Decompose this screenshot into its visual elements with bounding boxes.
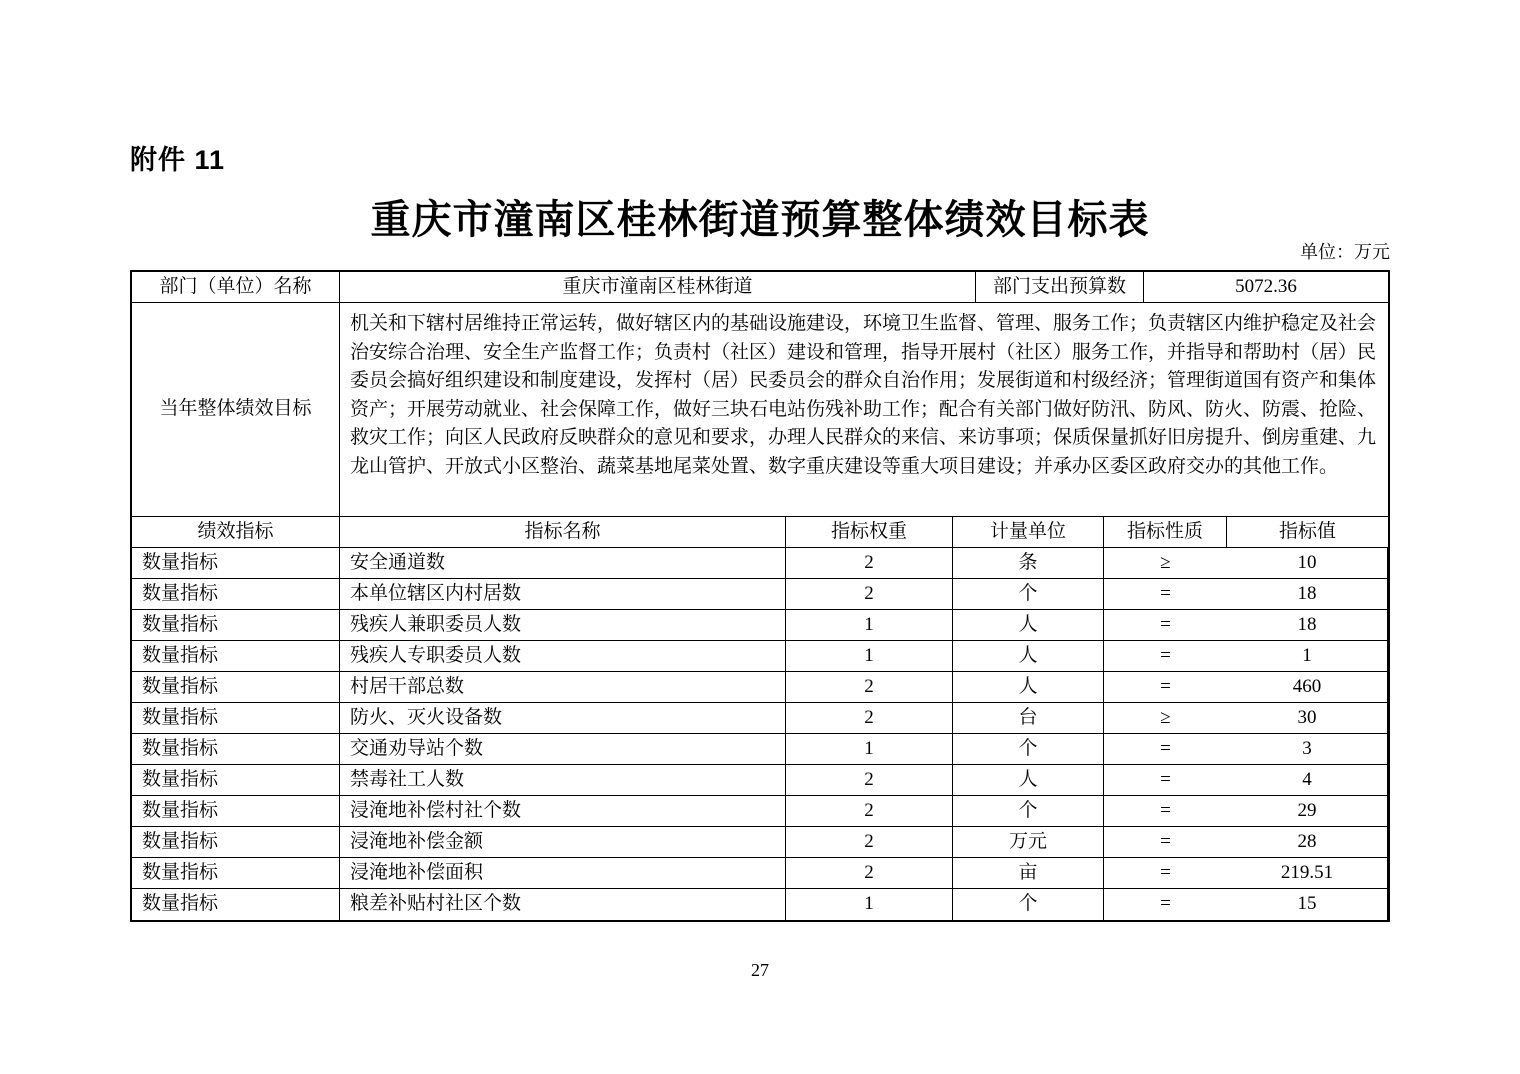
department-row [132,272,1388,303]
indicator-category-cell: 数量指标 [132,641,340,672]
indicator-value-cell: 460 [1227,672,1388,703]
indicator-weight-cell: 1 [786,641,953,672]
column-header-unit: 计量单位 [953,517,1104,548]
indicator-value-cell: 18 [1227,610,1388,641]
overall-goal-row [132,303,1388,517]
budget-label-cell: 部门支出预算数 [976,272,1144,303]
indicator-value-cell: 10 [1227,548,1388,579]
indicator-nature-cell: = [1104,734,1227,765]
dept-name-value-cell: 重庆市潼南区桂林街道 [340,272,976,303]
indicator-name-cell: 浸淹地补偿金额 [340,827,786,858]
indicator-category-cell: 数量指标 [132,734,340,765]
indicator-nature-cell: ≥ [1104,703,1227,734]
indicator-nature-cell: = [1104,672,1227,703]
indicator-unit-cell: 万元 [953,827,1104,858]
indicator-name-cell: 防火、灭火设备数 [340,703,786,734]
indicator-unit-cell: 人 [953,610,1104,641]
indicator-nature-cell: = [1160,893,1171,915]
indicator-unit-cell: 个 [953,734,1104,765]
indicator-nature-cell: = [1104,765,1227,796]
goal-label-cell: 当年整体绩效目标 [132,303,340,517]
indicator-name-cell: 交通劝导站个数 [340,734,786,765]
indicator-name-cell: 村居干部总数 [340,672,786,703]
indicator-weight-cell: 2 [786,827,953,858]
attachment-label: 附件 11 [130,145,226,175]
indicator-value-cell: 1 [1227,641,1388,672]
indicator-unit-cell: 人 [953,672,1104,703]
column-header-weight: 指标权重 [786,517,953,548]
indicator-nature-cell: ≥ [1104,548,1227,579]
indicator-weight-cell: 2 [786,579,953,610]
indicator-category-cell: 数量指标 [132,703,340,734]
indicator-unit-cell: 人 [953,641,1104,672]
column-header-name: 指标名称 [340,517,786,548]
indicator-category-cell: 数量指标 [132,548,340,579]
indicator-category-cell: 数量指标 [132,765,340,796]
indicator-category-cell: 数量指标 [132,579,340,610]
indicator-unit-cell: 个 [953,796,1104,827]
page-number: 27 [751,960,769,980]
column-header-category: 绩效指标 [132,517,340,548]
column-header-value: 指标值 [1227,517,1388,548]
indicator-unit-cell: 个 [953,579,1104,610]
indicator-value-cell: 219.51 [1227,858,1388,889]
indicator-category-cell: 数量指标 [132,610,340,641]
indicator-category-cell: 数量指标 [132,858,340,889]
indicator-value-cell: 4 [1227,765,1388,796]
indicator-category-cell: 数量指标 [132,672,340,703]
indicator-name-cell: 安全通道数 [340,548,786,579]
indicator-category-cell: 数量指标 [132,889,340,920]
dept-name-label-cell: 部门（单位）名称 [132,272,340,303]
indicator-nature-cell: = [1104,858,1227,889]
indicator-weight-cell: 2 [786,765,953,796]
indicator-nature-cell: = [1104,641,1227,672]
goal-text: 机关和下辖村居维持正常运转，做好辖区内的基础设施建设，环境卫生监督、管理、服务工作；负责辖区内维护稳定及社会治安综合治理、安全生产监督工作；负责村（社区）建设和管理，指导开展村（社区）服务工作，并指导和帮助村（居）民委员会搞好组织建设和制度建设，发挥村（居）民委员会的群众自治作用；发展街道和村级经济；管理街道国有资产和集体资产；开展劳动就业、社会保障工作，做好三块石电站伤残补助工作；配合有关部门做好防汛、防风、防火、防震、抢险、救灾工作；向区人民政府反映群众的意见和要求，办理人民群众的来信、来访事项；保质保量抓好旧房提升、倒房重建、九龙山管护、开放式小区整治、蔬菜基地尾菜处置、数字重庆建设等重大项目建设；并承办区委区政府交办的其他工作。 [340,303,1388,517]
unit-note: 单位：万元 [1300,242,1390,262]
indicator-name-cell: 残疾人专职委员人数 [340,641,786,672]
budget-value-cell: 5072.36 [1144,272,1388,303]
indicator-value-cell: 28 [1227,827,1388,858]
indicator-weight-cell: 2 [786,672,953,703]
indicator-unit-cell: 个 [953,889,1104,920]
page-title: 重庆市潼南区桂林街道预算整体绩效目标表 [370,197,1150,242]
indicator-weight-cell: 1 [786,610,953,641]
indicator-value-cell: 30 [1227,703,1388,734]
indicator-weight-cell: 2 [786,548,953,579]
indicator-unit-cell: 条 [953,548,1104,579]
indicator-weight-cell: 2 [786,858,953,889]
indicator-value-cell: 3 [1227,734,1388,765]
indicator-weight-cell: 2 [786,703,953,734]
indicator-nature-cell: = [1104,827,1227,858]
indicator-value-cell: 15 [1227,889,1388,920]
indicator-nature-cell: = [1104,796,1227,827]
indicator-category-cell: 数量指标 [132,796,340,827]
indicator-nature-cell: = [1104,610,1227,641]
indicator-unit-cell: 人 [953,765,1104,796]
indicator-value-cell: 29 [1227,796,1388,827]
indicator-name-cell: 残疾人兼职委员人数 [340,610,786,641]
indicator-value-cell: 18 [1227,579,1388,610]
indicator-name-cell: 禁毒社工人数 [340,765,786,796]
column-header-nature: 指标性质 [1104,517,1227,548]
indicator-weight-cell: 1 [786,889,953,920]
indicator-name-cell: 本单位辖区内村居数 [340,579,786,610]
performance-target-table [130,270,1390,922]
indicator-name-cell: 浸淹地补偿村社个数 [340,796,786,827]
indicator-unit-cell: 亩 [953,858,1104,889]
indicator-weight-cell: 2 [786,796,953,827]
indicator-name-cell: 粮差补贴村社区个数 [340,889,786,920]
indicator-name-cell: 浸淹地补偿面积 [340,858,786,889]
indicator-unit-cell: 台 [953,703,1104,734]
indicator-nature-cell: = [1104,579,1227,610]
indicator-weight-cell: 1 [786,734,953,765]
indicator-table [132,517,1388,920]
indicator-category-cell: 数量指标 [132,827,340,858]
